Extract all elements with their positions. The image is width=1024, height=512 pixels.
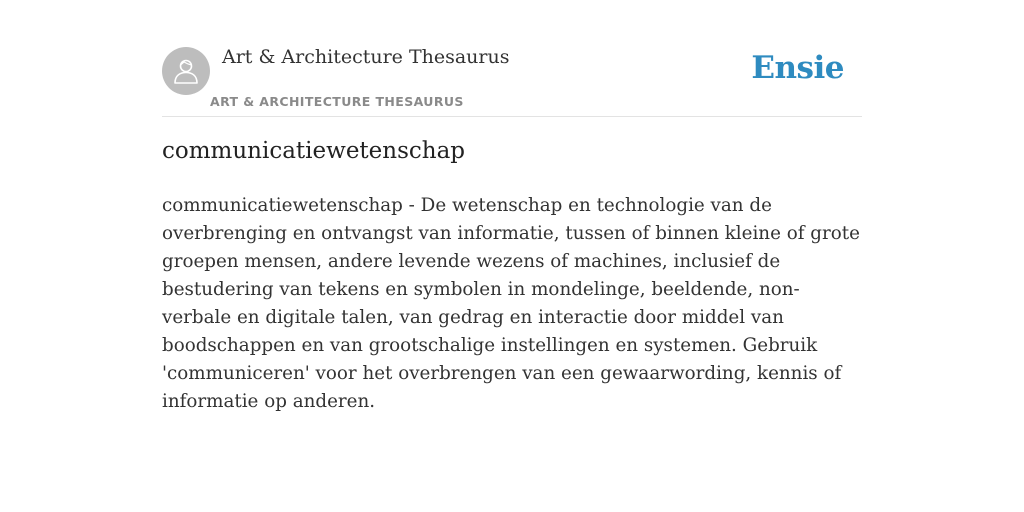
source-subtitle: ART & ARCHITECTURE THESAURUS	[210, 94, 464, 109]
ensie-logo[interactable]: Ensie	[751, 50, 844, 86]
source-title-link[interactable]: Art & Architecture Thesaurus	[222, 46, 510, 68]
entry-term: communicatiewetenschap	[162, 138, 466, 164]
source-header	[162, 0, 862, 117]
user-icon	[171, 56, 201, 86]
entry-definition: communicatiewetenschap - De wetenschap en technologie van de overbrenging en ontvangst van informatie, tussen of binnen kleine of grote groepen mensen, andere levende wezens of machines, inclusief de bestudering van tekens en symbolen in mondelinge, beeldende, non-verbale en digitale talen, van gedrag en interactie door middel van boodschappen en van grootschalige instellingen en systemen. Gebruik 'communiceren' voor het overbrengen van een gewaarwording, kennis of informatie op anderen.	[162, 195, 860, 412]
source-avatar[interactable]	[162, 47, 210, 95]
page-container	[162, 0, 862, 412]
